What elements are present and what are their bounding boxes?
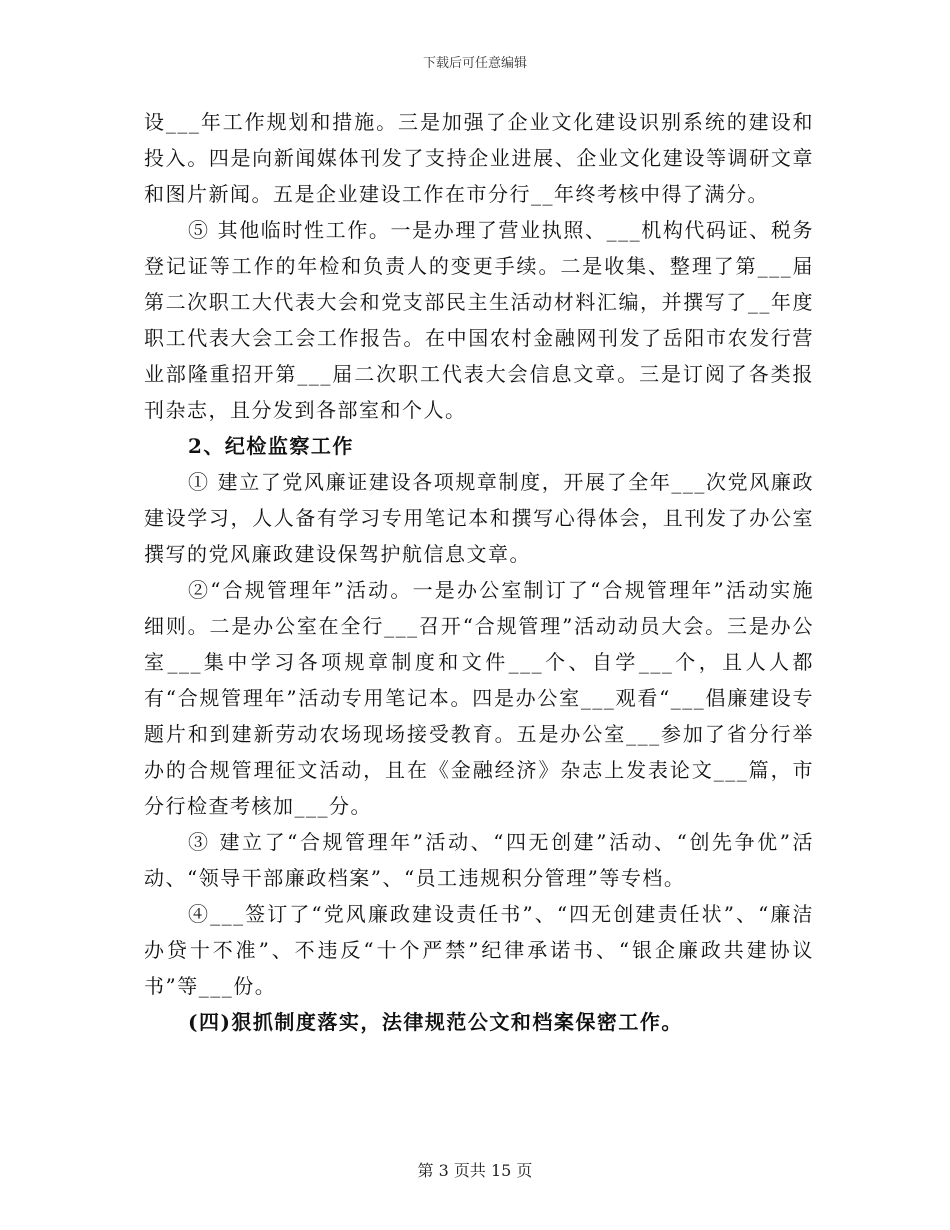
paragraph-item-5: ⑤ 其他临时性工作。一是办理了营业执照、___机构代码证、税务登记证等工作的年检和负责人的变更手续。二是收集、整理了第___届第二次职工大代表大会和党支部民主生活动材料汇编，并撰写了__年度职工代表大会工会工作报告。在中国农村金融网刊发了岳阳市农发行营业部隆重招开第___届二次职工代表大会信息文章。三是订阅了各类报刊杂志，且分发到各部室和个人。 <box>144 218 814 422</box>
page-footer: 第 3 页共 15 页 <box>417 1161 533 1180</box>
document-body <box>144 104 814 1040</box>
paragraph-item-2: ②“合规管理年”活动。一是办公室制订了“合规管理年”活动实施细则。二是办公室在全行___召开“合规管理”活动动员大会。三是办公室___集中学习各项规章制度和文件___个、自学___个，且人人都有“合规管理年”活动专用笔记本。四是办公室___观看“___倡廉建设专题片和到建新劳动农场现场接受教育。五是办公室___参加了省分行举办的合规管理征文活动，且在《金融经济》杂志上发表论文___篇，市分行检查考核加___分。 <box>144 578 814 818</box>
page-header: 下载后可任意编辑 <box>422 56 527 71</box>
paragraph-item-4: ④___签订了“党风廉政建设责任书”、“四无创建责任状”、“廉洁办贷十不准”、不违反“十个严禁”纪律承诺书、“银企廉政共建协议书”等___份。 <box>144 902 814 998</box>
section-heading-discipline: 2、纪检监察工作 <box>188 434 354 458</box>
section-heading-four: (四)狠抓制度落实，法律规范公文和档案保密工作。 <box>188 1010 683 1034</box>
paragraph-item-1: ① 建立了党风廉证建设各项规章制度，开展了全年___次党风廉政建设学习，人人备有学习专用笔记本和撰写心得体会，且刊发了办公室撰写的党风廉政建设保驾护航信息文章。 <box>144 470 814 566</box>
paragraph-continuation: 设___年工作规划和措施。三是加强了企业文化建设识别系统的建设和投入。四是向新闻媒体刊发了支持企业进展、企业文化建设等调研文章和图片新闻。五是企业建设工作在市分行__年终考核中得了满分。 <box>144 110 814 206</box>
paragraph-item-3: ③ 建立了“合规管理年”活动、“四无创建”活动、“创先争优”活动、“领导干部廉政档案”、“员工违规积分管理”等专档。 <box>144 830 814 890</box>
